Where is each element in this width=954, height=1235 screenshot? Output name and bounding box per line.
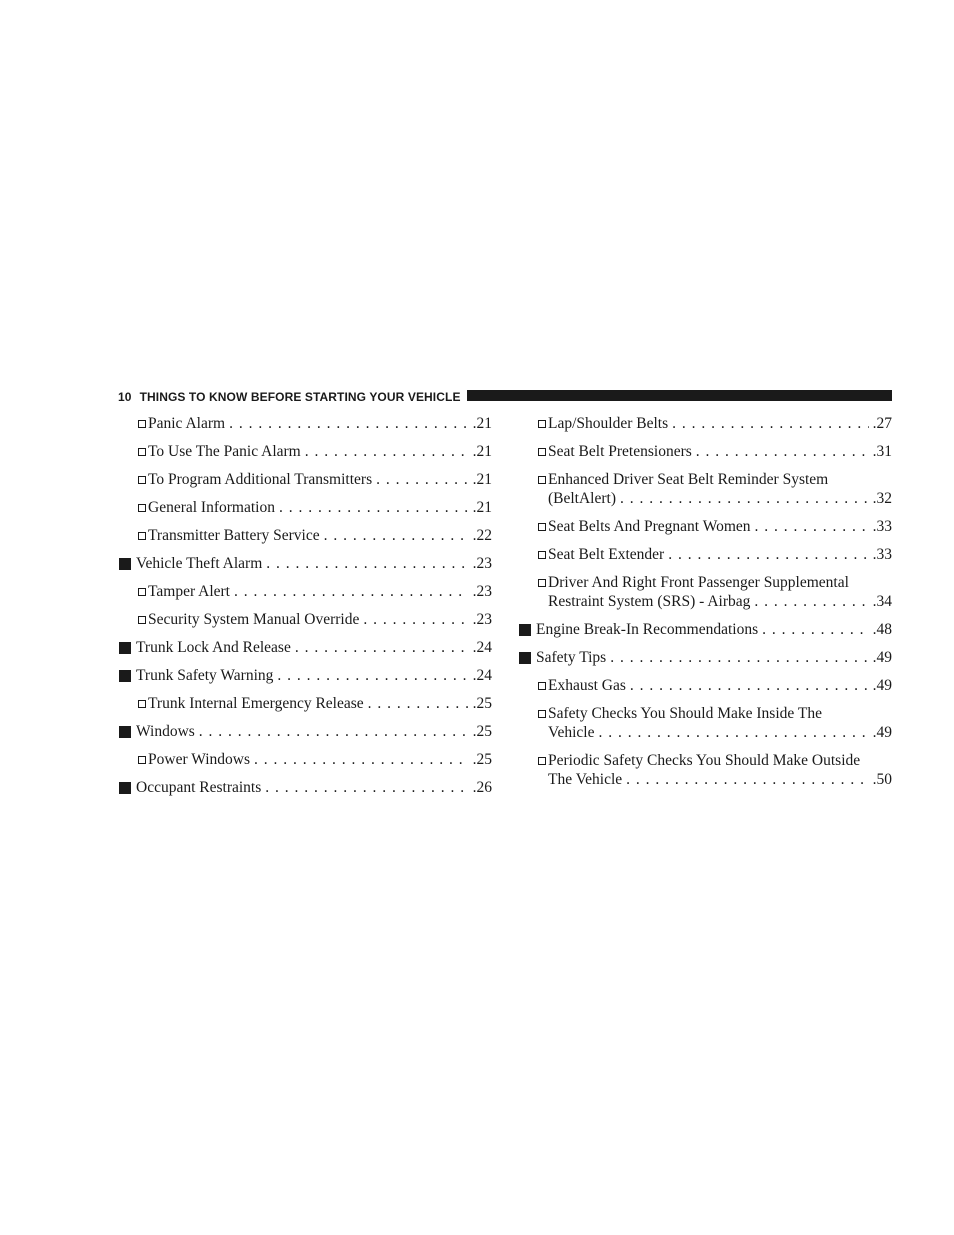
toc-entry[interactable] bbox=[518, 573, 892, 611]
leader-dots bbox=[324, 526, 469, 545]
toc-entry-title: Seat Belts And Pregnant Women bbox=[548, 518, 751, 535]
open-square-bullet-icon bbox=[136, 694, 148, 713]
leader-dots bbox=[363, 610, 468, 629]
toc-entry[interactable] bbox=[518, 676, 892, 695]
toc-entry[interactable] bbox=[518, 648, 892, 667]
leader-dots bbox=[277, 666, 468, 685]
leader-dots bbox=[598, 723, 868, 742]
toc-entry-title: Trunk Internal Emergency Release bbox=[148, 695, 364, 712]
toc-page-number: .23 bbox=[472, 611, 492, 628]
filled-square-bullet-icon bbox=[118, 722, 131, 741]
leader-dots bbox=[305, 442, 469, 461]
toc-entry[interactable] bbox=[118, 554, 492, 573]
leader-dots bbox=[368, 694, 469, 713]
toc-entry[interactable] bbox=[118, 666, 492, 685]
toc-entry-title: Windows bbox=[136, 723, 195, 740]
toc-entry-title: Enhanced Driver Seat Belt Reminder System bbox=[548, 471, 829, 488]
toc-page-number: .27 bbox=[872, 415, 892, 432]
toc-entry-title: (BeltAlert) bbox=[548, 490, 617, 507]
leader-dots bbox=[610, 648, 868, 667]
leader-dots bbox=[668, 545, 868, 564]
leader-dots bbox=[295, 638, 469, 657]
leader-dots bbox=[234, 582, 469, 601]
toc-entry-title: Engine Break-In Recommendations bbox=[536, 621, 759, 638]
filled-square-bullet-icon bbox=[118, 666, 131, 685]
leader-dots bbox=[376, 470, 469, 489]
open-square-bullet-icon bbox=[136, 442, 148, 461]
toc-page-number: .49 bbox=[872, 724, 892, 741]
toc-page-number: .25 bbox=[472, 695, 492, 712]
toc-entry-title: Occupant Restraints bbox=[136, 779, 262, 796]
toc-entry-title: To Use The Panic Alarm bbox=[148, 443, 301, 460]
toc-left-column bbox=[118, 414, 492, 797]
toc-entry[interactable] bbox=[118, 638, 492, 657]
leader-dots bbox=[696, 442, 869, 461]
toc-page-number: .48 bbox=[872, 621, 892, 638]
toc-entry-title: Driver And Right Front Passenger Supplemental bbox=[548, 574, 849, 591]
toc-page-number: .24 bbox=[472, 667, 492, 684]
filled-square-bullet-icon bbox=[518, 648, 531, 667]
leader-dots bbox=[229, 414, 469, 433]
toc-page-number: .21 bbox=[472, 471, 492, 488]
toc-entry-title: Safety Tips bbox=[536, 649, 607, 666]
section-title: THINGS TO KNOW BEFORE STARTING YOUR VEHICLE bbox=[139, 390, 461, 404]
page-header bbox=[118, 389, 892, 405]
leader-dots bbox=[620, 489, 869, 508]
toc-entry-title: Trunk Lock And Release bbox=[136, 639, 291, 656]
toc-page-number: .49 bbox=[872, 677, 892, 694]
open-square-bullet-icon bbox=[536, 704, 548, 723]
toc-entry[interactable] bbox=[518, 704, 892, 742]
leader-dots bbox=[265, 778, 468, 797]
leader-dots bbox=[279, 498, 469, 517]
open-square-bullet-icon bbox=[536, 470, 548, 489]
toc-page-number: .25 bbox=[472, 751, 492, 768]
toc-entry[interactable] bbox=[518, 414, 892, 433]
toc-entry[interactable] bbox=[118, 498, 492, 517]
toc-entry-title: Safety Checks You Should Make Inside The bbox=[548, 705, 822, 722]
leader-dots bbox=[672, 414, 869, 433]
filled-square-bullet-icon bbox=[518, 620, 531, 639]
toc-entry[interactable] bbox=[518, 517, 892, 536]
toc-entry-title: Vehicle Theft Alarm bbox=[136, 555, 263, 572]
toc-right-column bbox=[518, 414, 892, 789]
page-number: 10 bbox=[118, 390, 132, 404]
leader-dots bbox=[754, 592, 868, 611]
toc-page-number: .23 bbox=[472, 555, 492, 572]
toc-entry[interactable] bbox=[118, 750, 492, 769]
leader-dots bbox=[755, 517, 869, 536]
toc-page-number: .25 bbox=[472, 723, 492, 740]
toc-entry-title: Tamper Alert bbox=[148, 583, 230, 600]
open-square-bullet-icon bbox=[136, 414, 148, 433]
open-square-bullet-icon bbox=[536, 545, 548, 564]
toc-entry-title: Panic Alarm bbox=[148, 415, 226, 432]
toc-entry[interactable] bbox=[518, 442, 892, 461]
toc-entry[interactable] bbox=[518, 470, 892, 508]
toc-entry[interactable] bbox=[518, 620, 892, 639]
open-square-bullet-icon bbox=[536, 573, 548, 592]
toc-entry[interactable] bbox=[118, 470, 492, 489]
toc-page-number: .23 bbox=[472, 583, 492, 600]
open-square-bullet-icon bbox=[136, 470, 148, 489]
filled-square-bullet-icon bbox=[118, 554, 131, 573]
toc-entry-title: General Information bbox=[148, 499, 275, 516]
toc-entry-title: Seat Belt Pretensioners bbox=[548, 443, 692, 460]
toc-entry[interactable] bbox=[118, 442, 492, 461]
filled-square-bullet-icon bbox=[118, 638, 131, 657]
toc-entry[interactable] bbox=[118, 582, 492, 601]
leader-dots bbox=[630, 676, 869, 695]
toc-entry-title: Periodic Safety Checks You Should Make Outside bbox=[548, 752, 861, 769]
toc-entry[interactable] bbox=[518, 751, 892, 789]
open-square-bullet-icon bbox=[136, 498, 148, 517]
filled-square-bullet-icon bbox=[118, 778, 131, 797]
open-square-bullet-icon bbox=[536, 414, 548, 433]
open-square-bullet-icon bbox=[136, 610, 148, 629]
leader-dots bbox=[266, 554, 468, 573]
leader-dots bbox=[199, 722, 469, 741]
toc-page-number: .49 bbox=[872, 649, 892, 666]
toc-page-number: .50 bbox=[872, 771, 892, 788]
toc-page-number: .26 bbox=[472, 779, 492, 796]
toc-page-number: .33 bbox=[872, 546, 892, 563]
toc-page-number: .33 bbox=[872, 518, 892, 535]
open-square-bullet-icon bbox=[536, 442, 548, 461]
toc-entry[interactable] bbox=[118, 526, 492, 545]
toc-page-number: .31 bbox=[872, 443, 892, 460]
leader-dots bbox=[254, 750, 469, 769]
toc-entry[interactable] bbox=[118, 414, 492, 433]
toc-entry-title: Vehicle bbox=[548, 724, 595, 741]
toc-page-number: .32 bbox=[872, 490, 892, 507]
toc-page-number: .21 bbox=[472, 443, 492, 460]
toc-entry-title: Trunk Safety Warning bbox=[136, 667, 274, 684]
toc-entry[interactable] bbox=[118, 722, 492, 741]
toc-entry-title: Transmitter Battery Service bbox=[148, 527, 320, 544]
toc-entry-title: To Program Additional Transmitters bbox=[148, 471, 373, 488]
toc-page-number: .34 bbox=[872, 593, 892, 610]
toc-page-number: .24 bbox=[472, 639, 492, 656]
toc-entry-title: Exhaust Gas bbox=[548, 677, 626, 694]
open-square-bullet-icon bbox=[136, 526, 148, 545]
header-rule bbox=[467, 390, 892, 401]
toc-page-number: .21 bbox=[472, 415, 492, 432]
toc-entry[interactable] bbox=[118, 694, 492, 713]
toc-entry-title: The Vehicle bbox=[548, 771, 623, 788]
toc-entry[interactable] bbox=[118, 610, 492, 629]
toc-entry-title: Lap/Shoulder Belts bbox=[548, 415, 669, 432]
toc-entry-title: Power Windows bbox=[148, 751, 250, 768]
toc-page-number: .21 bbox=[472, 499, 492, 516]
open-square-bullet-icon bbox=[536, 517, 548, 536]
toc-entry-title: Restraint System (SRS) - Airbag bbox=[548, 593, 751, 610]
toc-entry-title: Security System Manual Override bbox=[148, 611, 360, 628]
toc-entry[interactable] bbox=[118, 778, 492, 797]
leader-dots bbox=[626, 770, 868, 789]
toc-entry[interactable] bbox=[518, 545, 892, 564]
open-square-bullet-icon bbox=[536, 676, 548, 695]
leader-dots bbox=[762, 620, 869, 639]
open-square-bullet-icon bbox=[536, 751, 548, 770]
toc-entry-title: Seat Belt Extender bbox=[548, 546, 665, 563]
open-square-bullet-icon bbox=[136, 582, 148, 601]
toc-page-number: .22 bbox=[472, 527, 492, 544]
open-square-bullet-icon bbox=[136, 750, 148, 769]
